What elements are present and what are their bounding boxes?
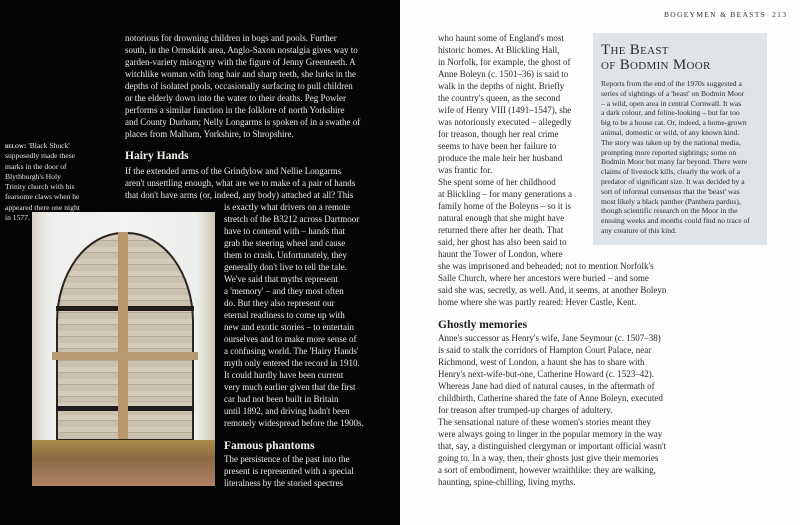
famous-phantoms-heading: Famous phantoms <box>224 440 315 452</box>
door-beam <box>52 352 198 360</box>
text-line: and County Durham; Nelly Longarms is spoken of in a swathe of <box>125 117 361 127</box>
text-line: It could hardly have been current <box>224 370 344 380</box>
text-line: haunt the Tower of London, where <box>438 249 563 259</box>
text-line: walk in the depths of night. Briefly <box>438 81 565 91</box>
text-line: prompting more reported sightings; some on <box>601 147 737 157</box>
text-line: supposedly made these <box>5 151 76 161</box>
text-line: Richmond, west of London, a haunt she has to share with <box>438 357 645 367</box>
running-head <box>664 10 787 19</box>
text-line: ensuing weeks and months could find no trace of <box>601 216 750 226</box>
text-line: generally don't live to tell the tale. <box>224 262 347 272</box>
text-line: big to be a house cat. Or, indeed, a home-grown <box>601 118 747 128</box>
text-line: that, say, a distinguished clergyman or important official wasn't <box>438 441 667 451</box>
text-line: the country's queen, as the second <box>438 93 561 103</box>
text-line: is said to stalk the corridors of Hampton Court Palace, near <box>438 345 652 355</box>
text-line: have to contend with – hands that <box>224 226 345 236</box>
text-line: claims of livestock kills, clearly the work of a <box>601 167 740 177</box>
text-line: We've said that myths represent <box>224 274 338 284</box>
text-line: a sort of embodiment, however wraithlike: they are walking, <box>438 465 656 475</box>
text-line: that don't have arms (or, indeed, any body) attached at all? This <box>125 190 354 200</box>
text-line: new and exotic stories – to entertain <box>224 322 354 332</box>
text-line: car had not been built in Britain <box>224 394 339 404</box>
floor <box>32 440 215 486</box>
hairy-hands-heading: Hairy Hands <box>125 150 189 162</box>
text-line: historic homes. At Blickling Hall, <box>438 45 560 55</box>
text-line: witchlike woman with long hair and sharp teeth, she lurks in the <box>125 69 356 79</box>
text-line: marks in the door of <box>5 161 67 171</box>
text-line: places from Malham, Yorkshire, to Shropshire. <box>125 129 294 139</box>
text-line: sort of informal consensus that the 'beast' was <box>601 186 740 196</box>
text-line: The persistence of the past into the <box>224 454 350 464</box>
text-line: in Norfolk, for example, the ghost of <box>438 57 571 67</box>
sidebar-title <box>601 43 711 73</box>
text-line: at Blickling – for many generations a <box>438 189 572 199</box>
text-line: She spent some of her childhood <box>438 177 556 187</box>
text-line: remotely widespread before the 1900s. <box>224 418 364 428</box>
text-line: present is represented with a special <box>224 466 354 476</box>
text-line: returned there after her death. That <box>438 225 564 235</box>
text-line: seems to have been her failure to <box>438 141 557 151</box>
text-line: natural enough that she might have <box>438 213 565 223</box>
boleyn-paragraphs <box>438 32 572 260</box>
hairy-hands-body <box>224 201 364 429</box>
hairy-hands-intro <box>125 165 355 201</box>
text-line: home where she was partly reared: Hever Castle, Kent. <box>438 297 637 307</box>
text-line: south, in the Ormskirk area, Anglo-Saxon nostalgia gives way to <box>125 45 358 55</box>
ghostly-memories-heading: Ghostly memories <box>438 319 528 331</box>
text-line: series of sightings of a 'beast' on Bodmin Moor <box>601 88 745 98</box>
sidebar-title-line: of Bodmin Moor <box>601 57 711 73</box>
text-line: ourselves and to make more sense of <box>224 334 357 344</box>
door-post <box>118 232 128 439</box>
text-line: Bodmin Moor but many far beyond. There were <box>601 157 748 167</box>
text-line: depths of isolated pools, occasionally surfacing to pull children <box>125 81 353 91</box>
church-door-photo <box>32 212 215 486</box>
text-line: stretch of the B3212 across Dartmoor <box>224 214 360 224</box>
text-line: If the extended arms of the Grindylow and Nellie Longarms <box>125 166 342 176</box>
text-line: for treason after trumped-up charges of adultery. <box>438 405 613 415</box>
text-line: family home of the Boleyns – so it is <box>438 201 571 211</box>
text-line: a confusing world. The 'Hairy Hands' <box>224 346 359 356</box>
text-line: predator of significant size. It was decided by a <box>601 176 745 186</box>
text-line: going to. In a way, then, their ghosts just give their memories <box>438 453 659 463</box>
text-line: The story was taken up by the national media, <box>601 137 741 147</box>
caption-lead: below: <box>5 141 27 150</box>
text-line: Blythburgh's Holy <box>5 171 61 181</box>
text-line: is exactly what drivers on a remote <box>224 202 350 212</box>
text-line: Trinity church with his <box>5 182 75 192</box>
text-line: – a wild, open area in central Cornwall. It was <box>601 98 742 108</box>
text-line: very much earlier given that the first <box>224 382 356 392</box>
text-line: said she was, secretly, as well. And, it seems, at another Boleyn <box>438 285 667 295</box>
text-line: do. But they also represent our <box>224 298 335 308</box>
text-line: grab the steering wheel and cause <box>224 238 346 248</box>
text-line: was frantic for. <box>438 165 493 175</box>
text-line: were always going to linger in the popular memory in the way <box>438 429 663 439</box>
text-line: a 'memory' – and they most often <box>224 286 344 296</box>
text-line: literalness by the storied spectres <box>224 478 343 488</box>
text-line: most likely a black panther (Panthera pardus), <box>601 196 741 206</box>
text-line: in 1577. <box>5 213 30 223</box>
text-line: Anne's successor as Henry's wife, Jane Seymour (c. 1507–38) <box>438 333 661 343</box>
intro-paragraph <box>125 32 360 140</box>
page-number: 213 <box>772 10 788 19</box>
boleyn-continued <box>438 260 666 308</box>
text-line: childbirth, Catherine shared the fate of Anne Boleyn, executed <box>438 393 663 403</box>
text-line: wife of Henry VIII (1491–1547), she <box>438 105 572 115</box>
text-line: Salle Church, where her ancestors were buried – and some <box>438 273 649 283</box>
text-line: said, her ghost has also been said to <box>438 237 567 247</box>
text-line: who haunt some of England's most <box>438 33 564 43</box>
text-line: Reports from the end of the 1970s suggested a <box>601 79 742 88</box>
text-line: fearsome claws when he <box>5 192 80 202</box>
text-line: produce the male heir her husband <box>438 153 563 163</box>
text-line: them to crash. Unfortunately, they <box>224 250 347 260</box>
text-line: haunting, spine-chilling, living myths. <box>438 477 576 487</box>
ghostly-memories-body <box>438 332 666 488</box>
text-line: garden-variety misogyny with the figure of Jenny Greenteeth. A <box>125 57 356 67</box>
text-line: aren't unsettling enough, what are we to make of a pair of hands <box>125 178 356 188</box>
caption-line: 'Black Shuck' <box>28 141 70 150</box>
text-line: notorious for drowning children in bogs and pools. Further <box>125 33 337 43</box>
famous-phantoms-body <box>224 453 354 489</box>
text-line: was notoriously executed – allegedly <box>438 117 572 127</box>
sidebar-title-line: The Beast <box>601 42 669 58</box>
sidebar-box <box>593 33 767 245</box>
text-line: animal, domestic or wild, of any known kind. <box>601 127 740 137</box>
text-line: performs a similar function in the folklore of north Yorkshire <box>125 105 345 115</box>
text-line: Whereas Jane had died of natural causes, in the aftermath of <box>438 381 655 391</box>
section-title: BOGEYMEN & BEASTS <box>664 10 767 19</box>
text-line: she was imprisoned and beheaded; not to mention Norfolk's <box>438 261 654 271</box>
sidebar-body <box>601 79 750 236</box>
text-line: though scientific research on the Moor in the <box>601 206 738 216</box>
text-line: or the elderly down into the water to their deaths. Peg Powler <box>125 93 346 103</box>
text-line: appeared there one night <box>5 202 80 212</box>
text-line: eternal readiness to come up with <box>224 310 345 320</box>
text-line: for treason, though her real crime <box>438 129 559 139</box>
text-line: any creature of this kind. <box>601 225 677 235</box>
text-line: myth only entered the record in 1910. <box>224 358 360 368</box>
text-line: until 1892, and driving hadn't been <box>224 406 350 416</box>
text-line: a dark colour, and feline-looking – but far too <box>601 108 740 118</box>
text-line: Anne Boleyn (c. 1501–36) is said to <box>438 69 569 79</box>
text-line: The sensational nature of these women's stories meant they <box>438 417 652 427</box>
text-line: Henry's next-wife-but-one, Catherine Howard (c. 1523–42). <box>438 369 655 379</box>
